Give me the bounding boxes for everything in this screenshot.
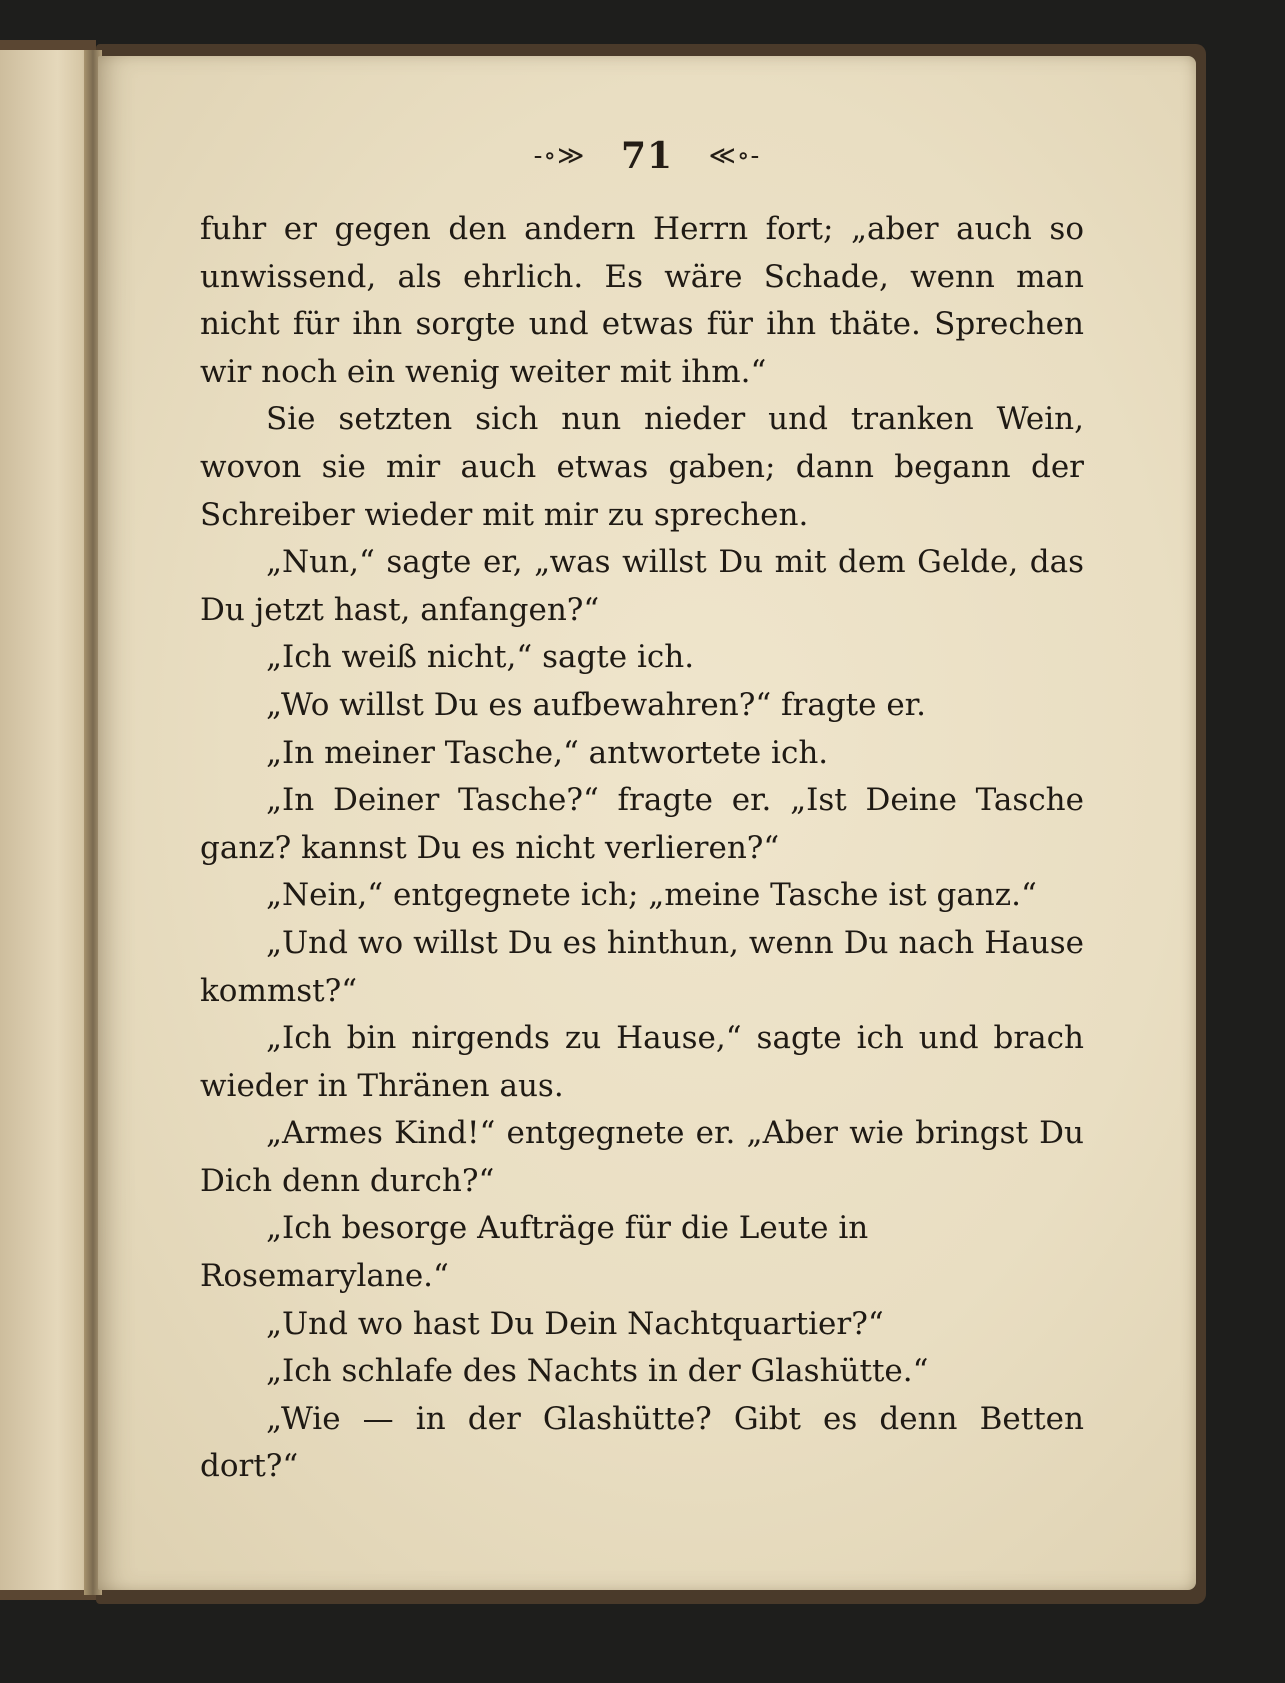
paragraph: „Nein,“ entgegnete ich; „meine Tasche ist ganz.“ (266, 877, 1037, 914)
paragraph: „In Deiner Tasche?“ fragte er. „Ist Deine Tasche ganz? kannst Du es nicht verlieren?“ (200, 782, 1084, 866)
book-page (98, 56, 1196, 1590)
paragraph: Sie setzten sich nun nieder und tranken Wein, wovon sie mir auch etwas gaben; dann begann der Schreiber wieder mit mir zu sprechen. (200, 401, 1084, 533)
paragraph: „Ich schlafe des Nachts in der Glashütte.“ (266, 1353, 929, 1390)
paragraph: „In meiner Tasche,“ antwortete ich. (266, 734, 829, 771)
paragraph: „Und wo willst Du es hinthun, wenn Du nach Hause kommst?“ (200, 924, 1084, 1009)
ornament-right-icon: ≪∘- (708, 141, 761, 171)
paragraph: „Und wo hast Du Dein Nachtquartier?“ (266, 1305, 884, 1342)
paragraph: „Wie — in der Glashütte? Gibt es denn Betten dort?“ (200, 1400, 1084, 1485)
paragraph: „Armes Kind!“ entgegnete er. „Aber wie bringst Du Dich denn durch?“ (200, 1115, 1084, 1199)
page-header (98, 132, 1196, 177)
paragraph: „Nun,“ sagte er, „was willst Du mit dem Gelde, das Du jetzt hast, anfangen?“ (200, 544, 1084, 628)
paragraph: fuhr er gegen den andern Herrn fort; „aber auch so unwissend, als ehrlich. Es wäre Schade, wenn man nicht für ihn sorgte und etwas für ihn thäte. Sprechen wir noch ein wenig weiter mit ihm.“ (200, 211, 1084, 390)
ornament-left-icon: -∘≫ (533, 141, 586, 171)
body-text (200, 206, 1084, 1491)
paragraph: „Ich besorge Aufträge für die Leute in Rosemarylane.“ (200, 1210, 869, 1295)
left-page-edge (0, 40, 96, 1600)
paragraph: „Ich bin nirgends zu Hause,“ sagte ich und brach wieder in Thränen aus. (200, 1020, 1084, 1104)
page-number: 71 (620, 135, 674, 177)
paragraph: „Wo willst Du es aufbewahren?“ fragte er. (266, 686, 926, 723)
paragraph: „Ich weiß nicht,“ sagte ich. (266, 639, 695, 676)
